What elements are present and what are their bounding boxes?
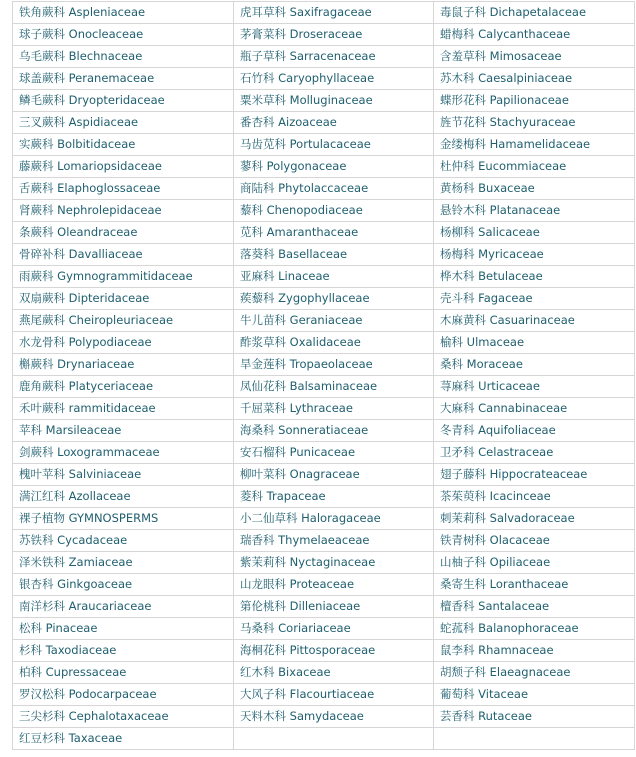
- family-cell: 金缕梅科 Hamamelidaceae: [434, 134, 635, 156]
- family-cell: 卫矛科 Celastraceae: [434, 442, 635, 464]
- table-row: [13, 112, 635, 134]
- family-cell: 番杏科 Aizoaceae: [234, 112, 434, 134]
- family-cell: 银杏科 Ginkgoaceae: [13, 574, 234, 596]
- table-row: [13, 266, 635, 288]
- family-cell: 刺茉莉科 Salvadoraceae: [434, 508, 635, 530]
- family-cell: 水龙骨科 Polypodiaceae: [13, 332, 234, 354]
- family-cell: 含羞草科 Mimosaceae: [434, 46, 635, 68]
- family-cell: 马齿苋科 Portulacaceae: [234, 134, 434, 156]
- family-cell: 蒺藜科 Zygophyllaceae: [234, 288, 434, 310]
- family-cell: 荨麻科 Urticaceae: [434, 376, 635, 398]
- family-cell: 杉科 Taxodiaceae: [13, 640, 234, 662]
- family-cell: 安石榴科 Punicaceae: [234, 442, 434, 464]
- family-cell: 条蕨科 Oleandraceae: [13, 222, 234, 244]
- table-row: [13, 398, 635, 420]
- family-cell: 槲蕨科 Drynariaceae: [13, 354, 234, 376]
- family-cell: [434, 728, 635, 750]
- family-cell: 落葵科 Basellaceae: [234, 244, 434, 266]
- family-cell: 山龙眼科 Proteaceae: [234, 574, 434, 596]
- family-cell: 罗汉松科 Podocarpaceae: [13, 684, 234, 706]
- table-row: [13, 618, 635, 640]
- family-cell: 桦木科 Betulaceae: [434, 266, 635, 288]
- family-cell: 旌节花科 Stachyuraceae: [434, 112, 635, 134]
- table-row: [13, 200, 635, 222]
- table-row: [13, 134, 635, 156]
- family-cell: 芸香科 Rutaceae: [434, 706, 635, 728]
- family-cell: 雨蕨科 Gymnogrammitidaceae: [13, 266, 234, 288]
- family-cell: 鼠李科 Rhamnaceae: [434, 640, 635, 662]
- family-cell: 亚麻科 Linaceae: [234, 266, 434, 288]
- family-cell: 小二仙草科 Haloragaceae: [234, 508, 434, 530]
- family-cell: 双扇蕨科 Dipteridaceae: [13, 288, 234, 310]
- table-row: [13, 354, 635, 376]
- family-cell: 舌蕨科 Elaphoglossaceae: [13, 178, 234, 200]
- table-row: [13, 574, 635, 596]
- family-cell: 天料木科 Samydaceae: [234, 706, 434, 728]
- family-cell: 山柚子科 Opiliaceae: [434, 552, 635, 574]
- family-cell: 鳞毛蕨科 Dryopteridaceae: [13, 90, 234, 112]
- family-cell: 红木科 Bixaceae: [234, 662, 434, 684]
- family-cell: 燕尾蕨科 Cheiropleuriaceae: [13, 310, 234, 332]
- family-cell: 蝶形花科 Papilionaceae: [434, 90, 635, 112]
- table-row: [13, 464, 635, 486]
- family-cell: 大风子科 Flacourtiaceae: [234, 684, 434, 706]
- family-cell: 蓼科 Polygonaceae: [234, 156, 434, 178]
- family-cell: 茶茱萸科 Icacinceae: [434, 486, 635, 508]
- family-cell: 杜仲科 Eucommiaceae: [434, 156, 635, 178]
- plant-family-table-body: [13, 2, 635, 750]
- family-cell: 瓶子草科 Sarracenaceae: [234, 46, 434, 68]
- family-cell: 海桐花科 Pittosporaceae: [234, 640, 434, 662]
- family-cell: [234, 728, 434, 750]
- family-cell: 杨梅科 Myricaceae: [434, 244, 635, 266]
- table-row: [13, 684, 635, 706]
- family-cell: 红豆杉科 Taxaceae: [13, 728, 234, 750]
- table-row: [13, 596, 635, 618]
- family-cell: 千屈菜科 Lythraceae: [234, 398, 434, 420]
- family-cell: 蛇菰科 Balanophoraceae: [434, 618, 635, 640]
- family-cell: 第伦桃科 Dilleniaceae: [234, 596, 434, 618]
- plant-family-table: [12, 1, 635, 750]
- family-cell: 骨碎补科 Davalliaceae: [13, 244, 234, 266]
- family-cell: 商陆科 Phytolaccaceae: [234, 178, 434, 200]
- family-cell: 松科 Pinaceae: [13, 618, 234, 640]
- table-row: [13, 420, 635, 442]
- family-cell: 翅子藤科 Hippocrateaceae: [434, 464, 635, 486]
- family-cell: 杨柳科 Salicaceae: [434, 222, 635, 244]
- family-cell: 大麻科 Cannabinaceae: [434, 398, 635, 420]
- family-cell: 桑科 Moraceae: [434, 354, 635, 376]
- table-row: [13, 530, 635, 552]
- family-cell: 檀香科 Santalaceae: [434, 596, 635, 618]
- family-cell: 石竹科 Caryophyllaceae: [234, 68, 434, 90]
- family-cell: 球盖蕨科 Peranemaceae: [13, 68, 234, 90]
- table-row: [13, 662, 635, 684]
- family-cell: 悬铃木科 Platanaceae: [434, 200, 635, 222]
- family-cell: 蜡梅科 Calycanthaceae: [434, 24, 635, 46]
- table-row: [13, 46, 635, 68]
- family-cell: 柳叶菜科 Onagraceae: [234, 464, 434, 486]
- family-cell: 藤蕨科 Lomariopsidaceae: [13, 156, 234, 178]
- family-cell: 粟米草科 Molluginaceae: [234, 90, 434, 112]
- table-row: [13, 68, 635, 90]
- family-cell: 冬青科 Aquifoliaceae: [434, 420, 635, 442]
- family-cell: 剑蕨科 Loxogrammaceae: [13, 442, 234, 464]
- table-row: [13, 310, 635, 332]
- table-row: [13, 508, 635, 530]
- family-cell: 紫茉莉科 Nyctaginaceae: [234, 552, 434, 574]
- family-cell: 木麻黄科 Casuarinaceae: [434, 310, 635, 332]
- family-cell: 禾叶蕨科 rammitidaceae: [13, 398, 234, 420]
- table-row: [13, 90, 635, 112]
- table-row: [13, 486, 635, 508]
- family-cell: 铁角蕨科 Aspleniaceae: [13, 2, 234, 24]
- family-cell: 实蕨科 Bolbitidaceae: [13, 134, 234, 156]
- table-row: [13, 442, 635, 464]
- family-cell: 牛儿苗科 Geraniaceae: [234, 310, 434, 332]
- family-cell: 壳斗科 Fagaceae: [434, 288, 635, 310]
- family-cell: 桑寄生科 Loranthaceae: [434, 574, 635, 596]
- family-cell: 苏铁科 Cycadaceae: [13, 530, 234, 552]
- family-cell: 虎耳草科 Saxifragaceae: [234, 2, 434, 24]
- table-row: [13, 24, 635, 46]
- family-cell: 马桑科 Coriariaceae: [234, 618, 434, 640]
- family-cell: 三叉蕨科 Aspidiaceae: [13, 112, 234, 134]
- family-cell: 苏木科 Caesalpiniaceae: [434, 68, 635, 90]
- family-cell: 凤仙花科 Balsaminaceae: [234, 376, 434, 398]
- family-cell: 榆科 Ulmaceae: [434, 332, 635, 354]
- family-cell: 瑞香科 Thymelaeaceae: [234, 530, 434, 552]
- family-cell: 毒鼠子科 Dichapetalaceae: [434, 2, 635, 24]
- family-cell: 鹿角蕨科 Platyceriaceae: [13, 376, 234, 398]
- table-row: [13, 178, 635, 200]
- table-row: [13, 376, 635, 398]
- family-cell: 藜科 Chenopodiaceae: [234, 200, 434, 222]
- family-cell: 胡颓子科 Elaeagnaceae: [434, 662, 635, 684]
- family-cell: 酢浆草科 Oxalidaceae: [234, 332, 434, 354]
- family-cell: 铁青树科 Olacaceae: [434, 530, 635, 552]
- family-cell: 满江红科 Azollaceae: [13, 486, 234, 508]
- table-row: [13, 640, 635, 662]
- table-row: [13, 288, 635, 310]
- family-cell: 三尖杉科 Cephalotaxaceae: [13, 706, 234, 728]
- table-row: [13, 706, 635, 728]
- table-row: [13, 2, 635, 24]
- family-cell: 肾蕨科 Nephrolepidaceae: [13, 200, 234, 222]
- family-cell: 苹科 Marsileaceae: [13, 420, 234, 442]
- family-cell: 菱科 Trapaceae: [234, 486, 434, 508]
- table-row: [13, 222, 635, 244]
- family-cell: 旱金莲科 Tropaeolaceae: [234, 354, 434, 376]
- table-row: [13, 552, 635, 574]
- family-cell: 茅膏菜科 Droseraceae: [234, 24, 434, 46]
- family-cell: 苋科 Amaranthaceae: [234, 222, 434, 244]
- family-cell: 球子蕨科 Onocleaceae: [13, 24, 234, 46]
- family-cell: 槐叶苹科 Salviniaceae: [13, 464, 234, 486]
- family-cell: 泽米铁科 Zamiaceae: [13, 552, 234, 574]
- family-cell: 葡萄科 Vitaceae: [434, 684, 635, 706]
- table-row: [13, 156, 635, 178]
- family-cell: 南洋杉科 Araucariaceae: [13, 596, 234, 618]
- family-cell: 海桑科 Sonneratiaceae: [234, 420, 434, 442]
- family-cell: 柏科 Cupressaceae: [13, 662, 234, 684]
- family-cell: 裸子植物 GYMNOSPERMS: [13, 508, 234, 530]
- table-row: [13, 728, 635, 750]
- family-cell: 乌毛蕨科 Blechnaceae: [13, 46, 234, 68]
- table-row: [13, 332, 635, 354]
- family-cell: 黄杨科 Buxaceae: [434, 178, 635, 200]
- table-row: [13, 244, 635, 266]
